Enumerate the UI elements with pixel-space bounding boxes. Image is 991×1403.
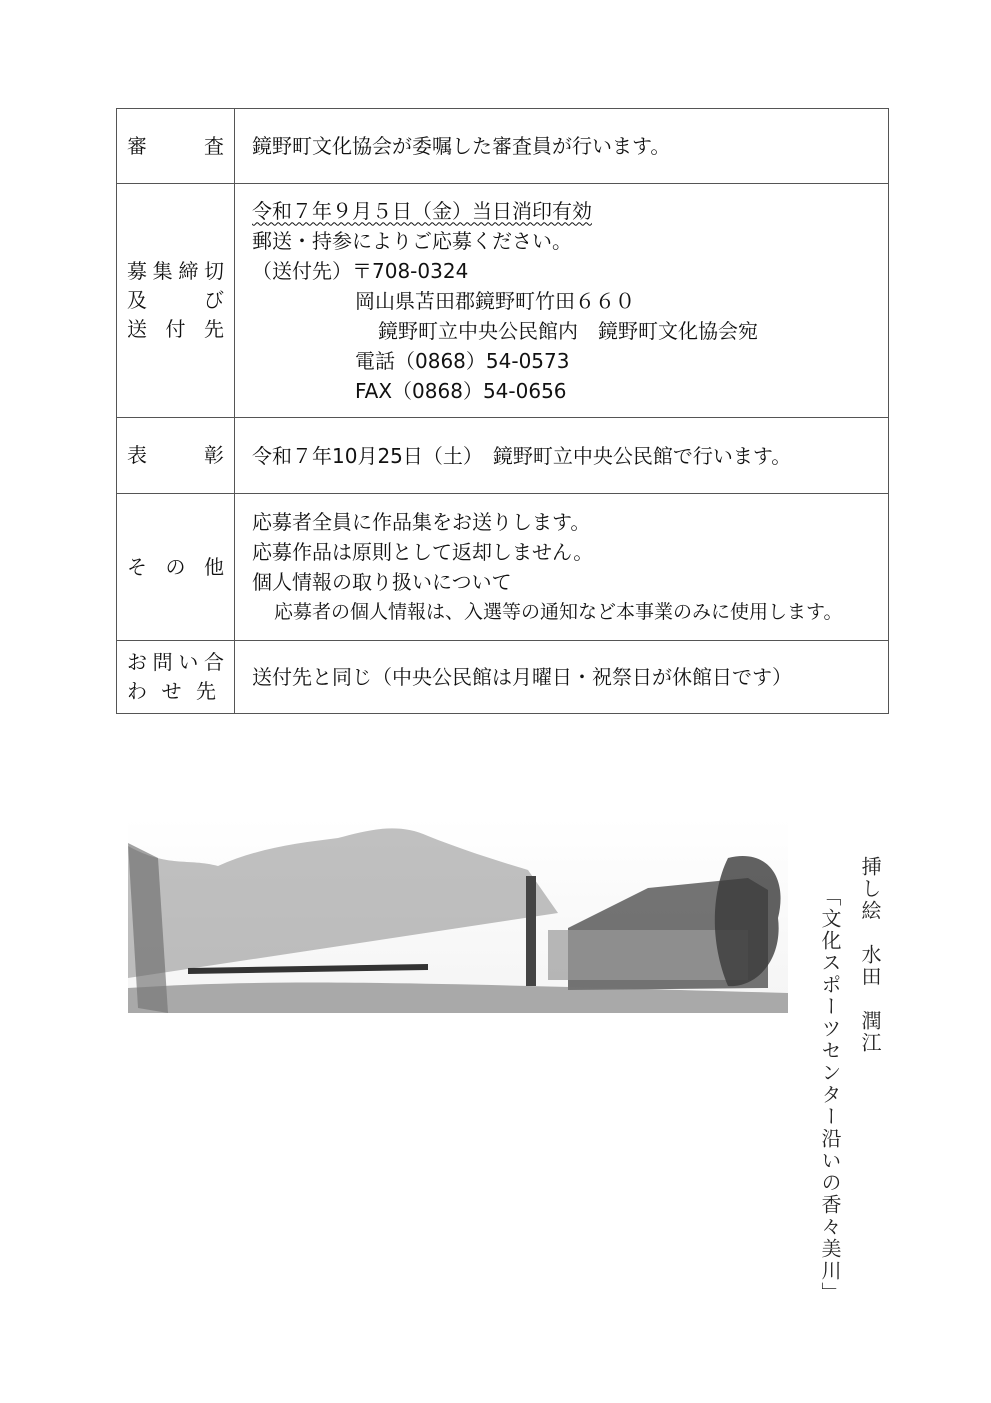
label-char: お xyxy=(127,650,147,674)
label-char: の xyxy=(165,554,186,579)
address: 岡山県苫田郡鏡野町竹田６６０ xyxy=(355,288,635,313)
review-content xyxy=(235,109,889,184)
other-line: 応募作品は原則として返却しません。 xyxy=(252,540,594,564)
label-char: 付 xyxy=(165,317,186,341)
label-char: わ xyxy=(127,679,147,703)
illustration-caption xyxy=(804,856,890,1316)
label-char: 彰 xyxy=(204,443,224,467)
review-label xyxy=(117,109,235,184)
label-char: 他 xyxy=(204,554,224,579)
address-prefix: （送付先）〒708-0324 xyxy=(252,258,469,283)
submission-method: 郵送・持参によりご応募ください。 xyxy=(252,228,572,253)
label-char: せ xyxy=(161,679,182,703)
label-char: 切 xyxy=(203,259,224,283)
deadline-date: 令和７年９月５日（金）当日消印有効 xyxy=(252,198,592,223)
illustration-credit: 挿し絵 水田 潤江 xyxy=(858,856,882,1054)
award-content xyxy=(235,418,889,494)
other-line: 個人情報の取り扱いについて xyxy=(252,570,512,594)
other-row xyxy=(117,494,889,641)
recipient: 鏡野町立中央公民館内 鏡野町文化協会宛 xyxy=(378,318,758,343)
label-char: 査 xyxy=(204,133,224,158)
contact-label xyxy=(117,641,235,714)
label-char: 募 xyxy=(127,259,147,283)
label-char: 先 xyxy=(204,317,224,341)
other-line: 応募者全員に作品集をお送りします。 xyxy=(252,510,591,534)
label-char: 送 xyxy=(127,317,147,341)
application-info-table xyxy=(116,108,889,714)
river-illustration xyxy=(128,818,788,1013)
label-char: 問 xyxy=(152,650,173,674)
label-char: 及 xyxy=(127,288,147,312)
illustration-title: 「文化スポーツセンター沿いの香々美川」 xyxy=(818,886,842,1304)
deadline-label xyxy=(117,184,235,418)
other-line: 応募者の個人情報は、入選等の通知など本事業のみに使用します。 xyxy=(274,601,843,623)
phone-number: 電話（0868）54-0573 xyxy=(355,348,570,373)
deadline-content xyxy=(235,184,889,418)
other-label xyxy=(117,494,235,641)
award-text: 令和７年10月25日（土） 鏡野町立中央公民館で行います。 xyxy=(252,443,792,468)
contact-text: 送付先と同じ（中央公民館は月曜日・祝祭日が休館日です） xyxy=(252,665,792,689)
award-row xyxy=(117,418,889,494)
label-char: い xyxy=(178,650,199,674)
label-char: 締 xyxy=(178,259,199,283)
contact-content xyxy=(235,641,889,714)
label-char: 合 xyxy=(203,650,224,674)
fax-number: FAX（0868）54-0656 xyxy=(355,378,567,403)
other-content xyxy=(235,494,889,641)
label-char: 表 xyxy=(127,443,147,467)
contact-row xyxy=(117,641,889,714)
label-char: 審 xyxy=(127,133,147,158)
award-label xyxy=(117,418,235,494)
review-row xyxy=(117,109,889,184)
label-char: そ xyxy=(127,554,147,579)
label-char: 集 xyxy=(152,259,173,283)
deadline-row xyxy=(117,184,889,418)
label-char: 先 xyxy=(196,679,216,703)
review-text: 鏡野町文化協会が委嘱した審査員が行います。 xyxy=(252,134,671,158)
label-char: び xyxy=(204,288,224,312)
illustration-chimney xyxy=(526,876,536,986)
